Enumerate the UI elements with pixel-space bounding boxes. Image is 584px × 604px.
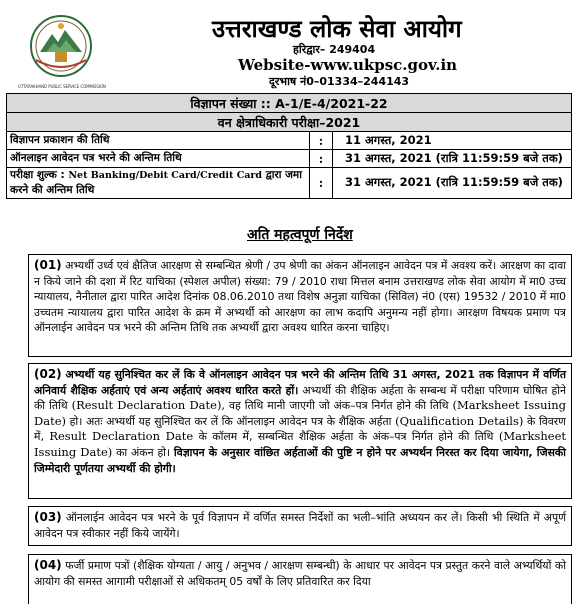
row-value: 31 अगस्त, 2021 (रात्रि 11:59:59 बजे तक) [345,175,563,189]
fee-label: परीक्षा शुल्क : [10,169,65,181]
row-separator: : [309,132,333,149]
paragraph-text: अभ्यर्थी की शैक्षिक अर्हता के सम्बन्ध में परीक्षा परिणाम घोषित होने की तिथि [34,383,567,413]
commission-name: उत्तराखण्ड लोक सेवा आयोग [212,15,462,43]
row-label: ऑनलाइन आवेदन पत्र भरने की अन्तिम तिथि [10,152,182,164]
paragraph-english: (Marksheet Issuing Date) [34,398,566,428]
paragraph-bold-tail: विज्ञापन के अनुसार वांछित अर्हताओं की पुष्टि न होने पर अभ्यर्थन निरस्त कर दिया जायेगा, जिसकी जिम्मेदारी पूर्णतया अभ्यर्थी की होगी। [34,445,566,475]
table-row [7,132,571,150]
paragraph-text: हो। अतः अभ्यर्थी यह सुनिश्चित कर लें कि ऑनलाइन आवेदन पत्र के शैक्षिक अर्हता [66,414,396,428]
fee-label-end: द्वारा जमा करने की अन्तिम तिथि [10,169,302,196]
row-label [10,168,306,198]
table-row [7,168,571,198]
row-separator: : [309,150,333,167]
paragraph-number: (02) [34,367,62,381]
paragraph-text: फर्जी प्रमाण पत्रों (शैक्षिक योग्यता / आयु / अनुभव / आरक्षण सम्बन्धी) के आधार पर आवेदन पत्र प्रस्तुत करने वाले अभ्यर्थियों को आयोग की समस्त आगामी परीक्षाओं से अधिकतम् 05 वर्षों के लिए प्रतिवारित कर दिया [34,559,566,588]
paragraph-english: (Marksheet Issuing Date) [34,429,566,459]
paragraph-text: अभ्यर्थी उर्ध्व एवं क्षैतिज आरक्षण से सम्बन्धित श्रेणी / उप श्रेणी का अंकन ऑनलाइन आवेदन पत्र में अवश्य करें। आरक्षण का दावा न किये जाने की दशा में रिट याचिका (स्पेशल अपील) संख्या: 79 / 2010 राधा मित्तल बनाम उत्तराखण्ड लोक सेवा आयोग में मा0 उच्च न्यायालय, नैनीताल द्वारा पारित आदेश दिनांक 08.06.2010 तथा विशेष अनुज्ञा याचिका (सिविल) नं0 (एस) 19532 / 2010 में मा0 उच्चतम न्यायालय द्वारा पारित आदेश के क्रम में अभ्यर्थी को आरक्षण का लाभ कदापि अनुमन्य नहीं होगा। आरक्षण विषयक प्रमाण पत्र ऑनलाईन आवेदन पत्र भरने की अन्तिम तिथि तक अभ्यर्थी द्वारा अवश्य धारित करना चाहिए। [34,259,567,335]
paragraph-english: Result Declaration Date [49,429,194,444]
paragraph-number: (03) [34,510,62,524]
website-link[interactable]: Website-www.ukpsc.gov.in [238,56,458,74]
paragraph-text: के कॉलम में, सम्बन्धित शैक्षिक अर्हता के अंक–पत्र निर्गत होने की तिथि [193,430,499,444]
exam-title: वन क्षेत्राधिकारी परीक्षा–2021 [7,113,571,132]
logo-caption: UTTARAKHAND PUBLIC SERVICE COMMISSION [18,84,106,89]
address: हरिद्वार– 249404 [293,43,376,56]
paragraph-english: (Result Declaration Date), [71,398,226,413]
paragraph-text: का अंकन हो। [112,445,174,459]
advertisement-table [6,93,572,199]
row-value: 11 अगस्त, 2021 [345,133,432,147]
row-separator: : [309,168,333,198]
paragraph-text: वह तिथि मानी जाएगी जो अंक–पत्र निर्गत होने की तिथि [225,399,453,413]
paragraph-number: (04) [34,558,62,572]
payment-methods: Net Banking/Debit Card/Credit Card [68,170,263,181]
commission-emblem-icon [18,10,104,84]
paragraph-text: ऑनलाईन आवेदन पत्र भरने के पूर्व विज्ञापन में वर्णित समस्त निर्देशों का भली–भांति अध्ययन कर लें। किसी भी स्थिति में अपूर्ण आवेदन पत्र स्वीकार नहीं किये जायेंगे। [34,511,566,540]
phone-number: दूरभाष नं0–01334–244143 [269,75,410,88]
table-row [7,150,571,168]
advertisement-number: विज्ञापन संख्या :: A-1/E-4/2021-22 [7,94,571,113]
paragraph-text: के विवरण में, [34,414,566,444]
instruction-paragraph-1 [28,254,572,357]
row-label: विज्ञापन प्रकाशन की तिथि [10,134,110,146]
row-value: 31 अगस्त, 2021 (रात्रि 11:59:59 बजे तक) [345,151,563,165]
paragraph-bold-lead: अभ्यर्थी यह सुनिश्चित कर लें कि वे ऑनलाइन आवेदन पत्र भरने की अन्तिम तिथि 31 अगस्त, 2021 तक विज्ञापन में वर्णित अनिवार्य शैक्षिक अर्हताएं एवं अन्य अर्हताएं अवश्य धारित करते हों। [34,368,566,397]
instructions-heading: अति महत्वपूर्ण निर्देश [247,227,353,243]
instruction-paragraph-3 [28,506,572,546]
paragraph-english: (Qualification Details) [395,413,524,428]
paragraph-number: (01) [34,258,62,272]
instruction-paragraph-2 [28,363,572,499]
